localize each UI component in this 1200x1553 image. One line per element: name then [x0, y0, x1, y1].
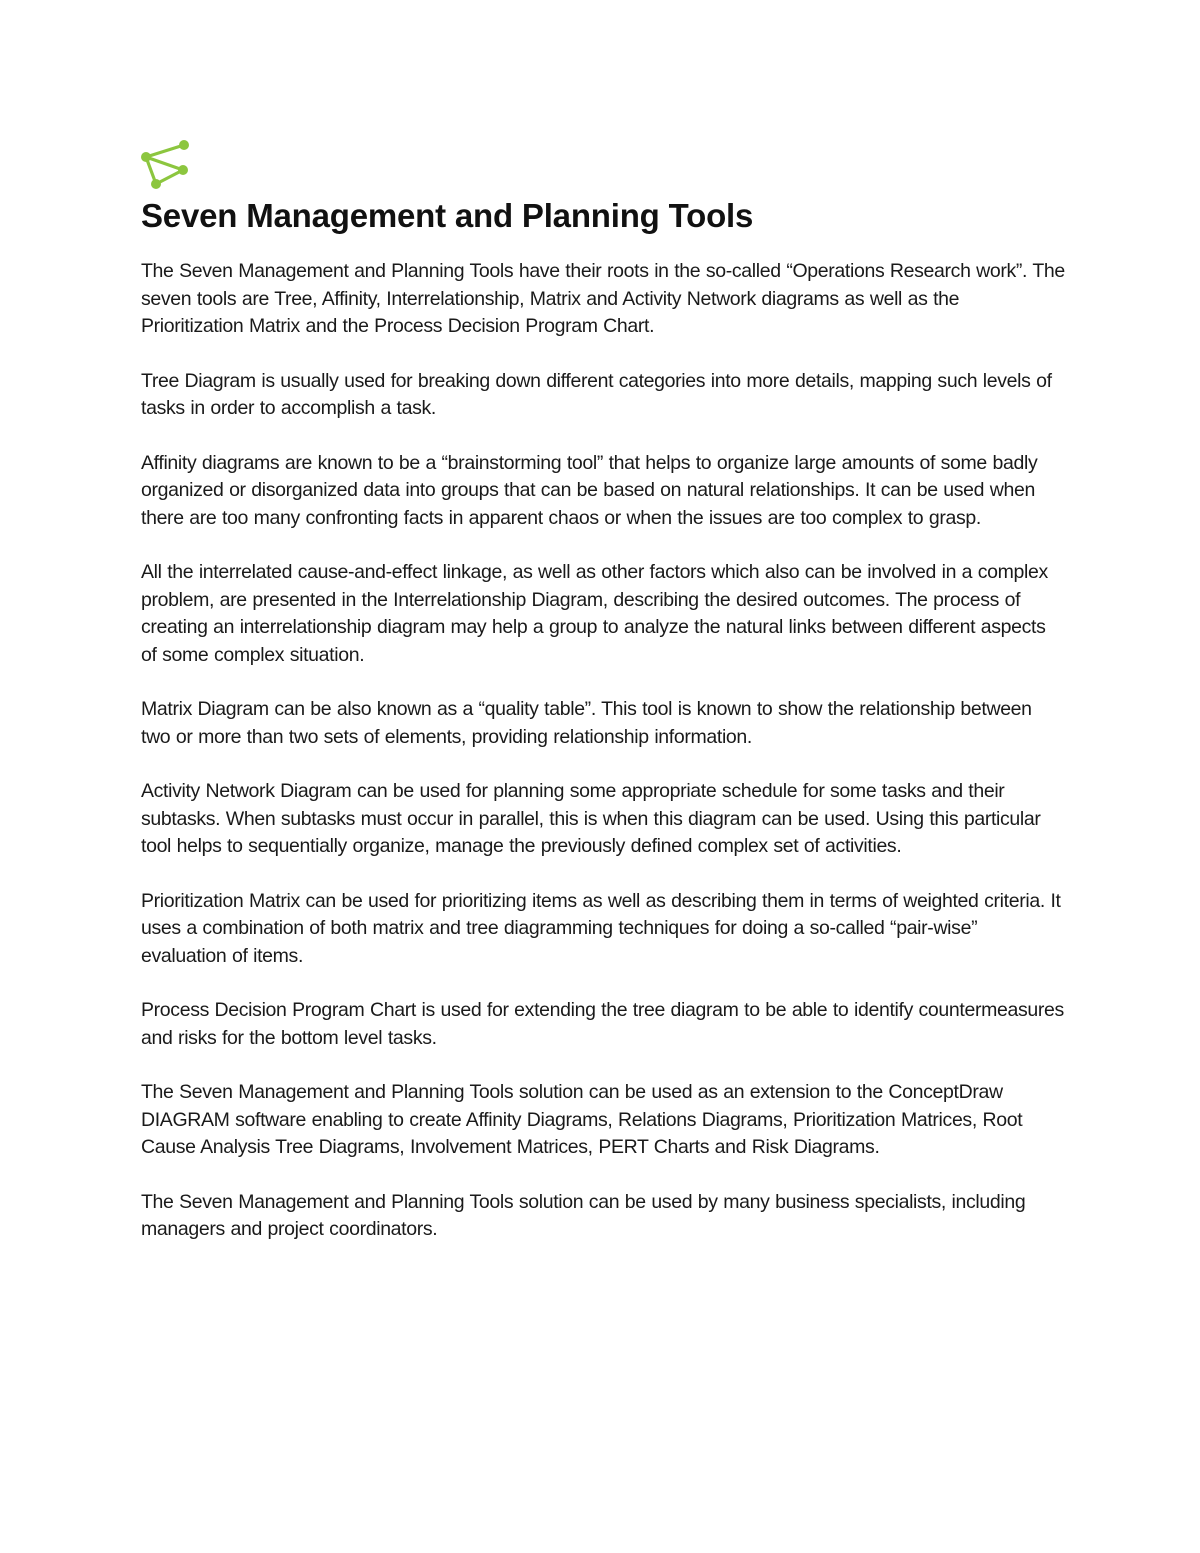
paragraph-intro: The Seven Management and Planning Tools have their roots in the so-called “Operations Research work”. The seven tools are Tree, Affinity, Interrelationship, Matrix and Activity Network diagrams as well as the Prioritization Matrix and the Process Decision Program Chart. [141, 260, 1065, 337]
paragraph-affinity-diagram: Affinity diagrams are known to be a “brainstorming tool” that helps to organize large amounts of some badly organized or disorganized data into groups that can be based on natural relationships. It can be used when there are too many confronting facts in apparent chaos or when the issues are too complex to grasp. [141, 451, 1038, 529]
paragraph-solution-users: The Seven Management and Planning Tools solution can be used by many business specialists, including managers and project coordinators. [141, 1190, 1026, 1240]
page-title: Seven Management and Planning Tools [141, 197, 754, 234]
paragraph-prioritization-matrix: Prioritization Matrix can be used for prioritizing items as well as describing them in terms of weighted criteria. It uses a combination of both matrix and tree diagramming techniques for doing a so-called “pair-wise” evaluation of items. [141, 889, 1061, 967]
paragraph-solution-extension: The Seven Management and Planning Tools solution can be used as an extension to the ConceptDraw DIAGRAM software enabling to create Affinity Diagrams, Relations Diagrams, Prioritization Matrices, Root Cause Analysis Tree Diagrams, Involvement Matrices, PERT Charts and Risk Diagrams. [141, 1081, 1023, 1158]
paragraph-matrix-diagram: Matrix Diagram can be also known as a “quality table”. This tool is known to show the relationship between two or more than two sets of elements, providing relationship information. [141, 698, 1032, 748]
paragraph-tree-diagram: Tree Diagram is usually used for breaking down different categories into more details, mapping such levels of tasks in order to accomplish a task. [141, 369, 1052, 419]
paragraph-activity-network-diagram: Activity Network Diagram can be used for planning some appropriate schedule for some tasks and their subtasks. When subtasks must occur in parallel, this is when this diagram can be used. Using this particular tool helps to sequentially organize, manage the previously defined complex set of activities. [141, 780, 1041, 857]
document-body [141, 258, 1066, 1244]
paragraph-interrelationship-diagram: All the interrelated cause-and-effect linkage, as well as other factors which also can be involved in a complex problem, are presented in the Interrelationship Diagram, describing the desired outcomes. The process of creating an interrelationship diagram may help a group to analyze the natural links between different aspects of some complex situation. [141, 561, 1048, 666]
network-nodes-icon [139, 138, 191, 190]
paragraph-process-decision-program-chart: Process Decision Program Chart is used for extending the tree diagram to be able to identify countermeasures and risks for the bottom level tasks. [141, 999, 1064, 1049]
document-page [141, 138, 1066, 1271]
